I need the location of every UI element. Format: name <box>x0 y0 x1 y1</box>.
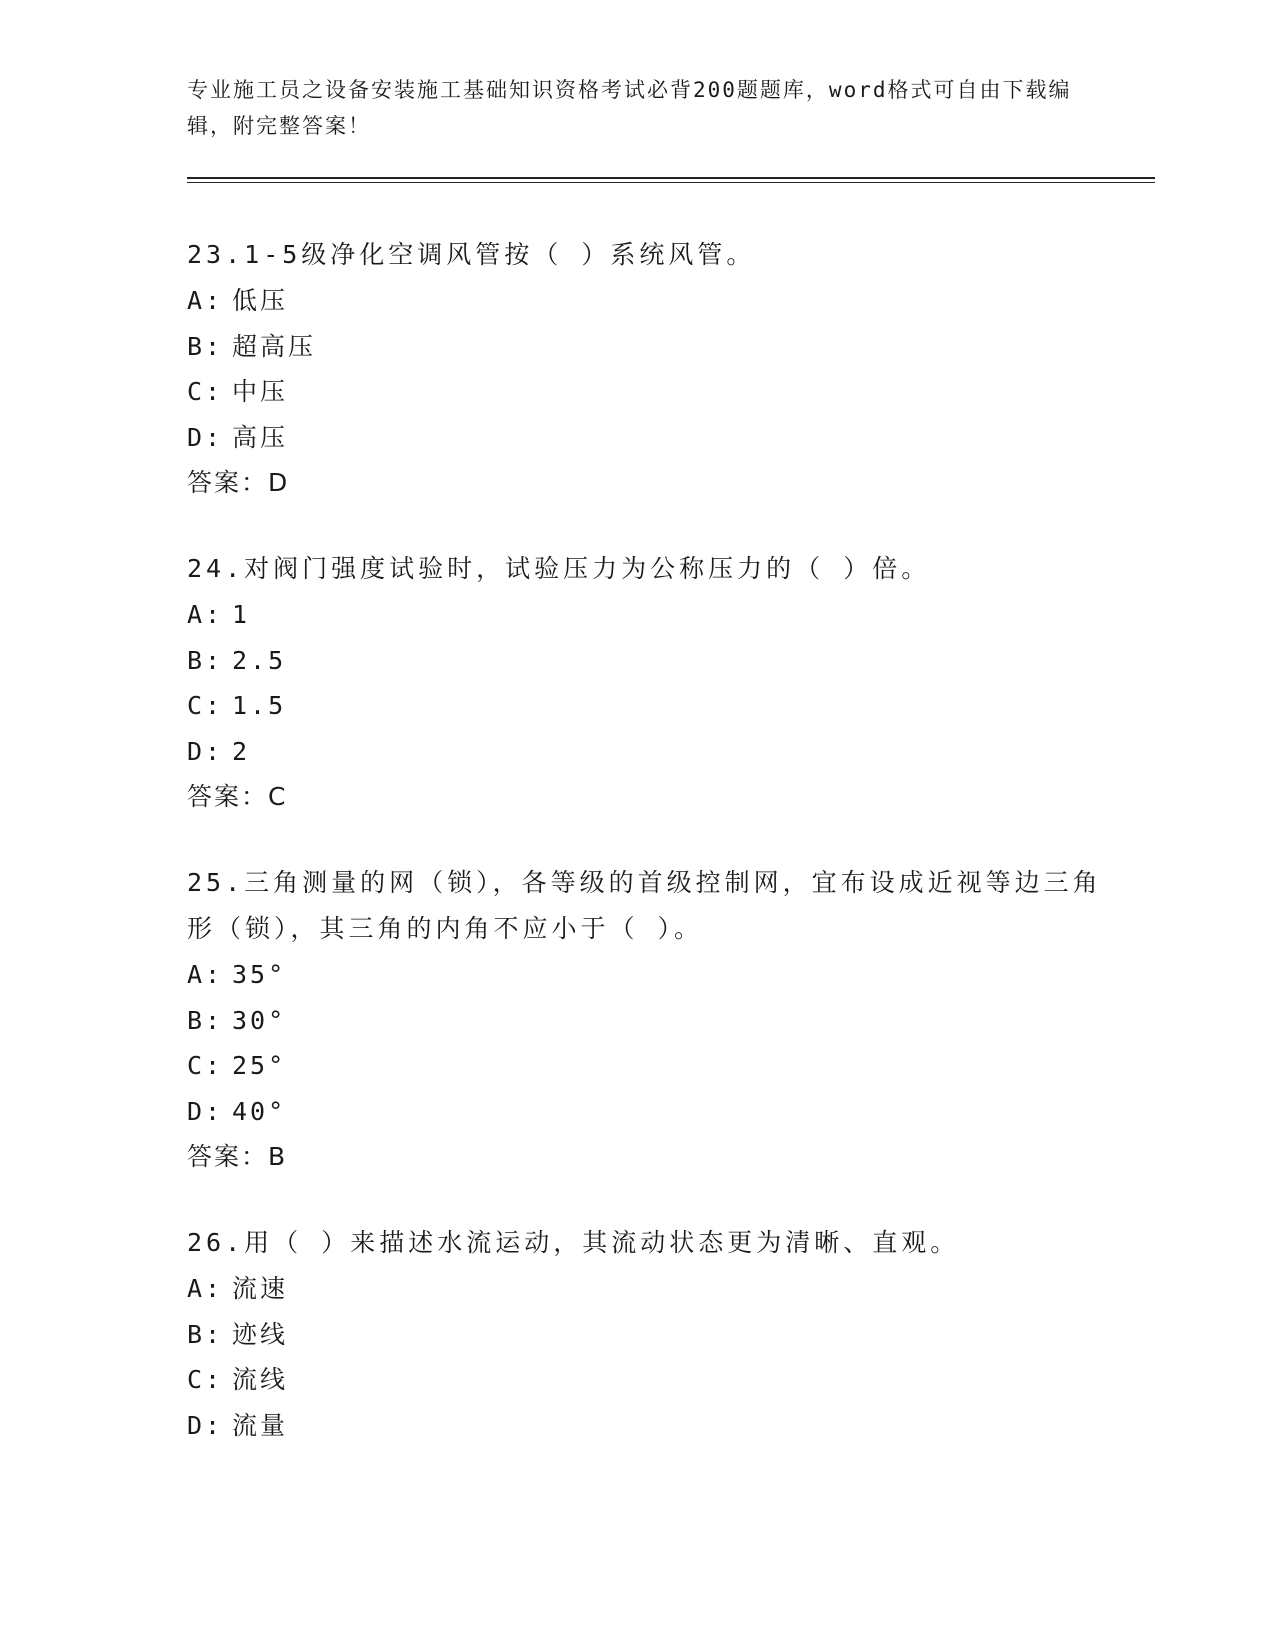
option-key: D: <box>187 1096 224 1126</box>
option-key: C: <box>187 1365 224 1394</box>
option-key: A: <box>187 600 224 629</box>
option-d <box>187 729 1107 775</box>
option-value: 流量 <box>232 1410 289 1440</box>
option-value: 中压 <box>232 377 289 406</box>
question-text: 25.三角测量的网（锁），各等级的首级控制网，宜布设成近视等边三角形（锁），其三角的内角不应小于（ ）。 <box>187 868 1102 943</box>
answer-line: 答案：B <box>187 1142 288 1171</box>
option-value: 超高压 <box>232 331 317 361</box>
option-key: D: <box>187 736 224 766</box>
option-value: 40° <box>232 1096 287 1126</box>
option-value: 迹线 <box>232 1319 289 1349</box>
document-header: 专业施工员之设备安装施工基础知识资格考试必背200题题库，word格式可自由下载编辑，附完整答案！ <box>187 78 1072 138</box>
question-text: 24.对阀门强度试验时，试验压力为公称压力的（ ）倍。 <box>187 554 931 583</box>
answer-line: 答案：D <box>187 468 290 497</box>
option-c <box>187 1043 1107 1089</box>
option-value: 30° <box>232 1005 287 1035</box>
header-divider-thick <box>187 177 1155 179</box>
option-key: C: <box>187 377 224 406</box>
option-d <box>187 415 1107 461</box>
option-key: C: <box>187 1051 224 1080</box>
option-b <box>187 998 1107 1044</box>
option-key: C: <box>187 691 224 720</box>
option-key: D: <box>187 1410 224 1440</box>
question-23 <box>187 232 1107 506</box>
option-c <box>187 683 1107 729</box>
option-key: D: <box>187 422 224 452</box>
option-b <box>187 638 1107 684</box>
option-value: 2.5 <box>232 645 287 675</box>
option-value: 1.5 <box>232 691 287 720</box>
option-value: 2 <box>232 736 251 766</box>
option-a <box>187 278 1107 324</box>
question-24 <box>187 546 1107 820</box>
option-a <box>187 952 1107 998</box>
option-key: A: <box>187 286 224 315</box>
option-key: B: <box>187 645 224 675</box>
option-value: 35° <box>232 960 287 989</box>
question-25 <box>187 860 1107 1180</box>
option-value: 25° <box>232 1051 287 1080</box>
option-value: 低压 <box>232 286 289 315</box>
option-key: B: <box>187 331 224 361</box>
option-value: 高压 <box>232 422 289 452</box>
option-value: 流速 <box>232 1274 289 1303</box>
question-list <box>187 232 1107 1488</box>
option-d <box>187 1089 1107 1135</box>
option-c <box>187 369 1107 415</box>
question-text: 26.用（ ）来描述水流运动，其流动状态更为清晰、直观。 <box>187 1228 960 1257</box>
question-26 <box>187 1220 1107 1448</box>
option-c <box>187 1357 1107 1403</box>
option-b <box>187 1312 1107 1358</box>
header-divider-thin <box>187 182 1155 183</box>
question-text: 23.1-5级净化空调风管按（ ）系统风管。 <box>187 240 756 269</box>
answer-line: 答案：C <box>187 782 288 811</box>
option-key: B: <box>187 1005 224 1035</box>
option-key: A: <box>187 1274 224 1303</box>
option-a <box>187 1266 1107 1312</box>
option-value: 1 <box>232 600 251 629</box>
option-d <box>187 1403 1107 1449</box>
option-key: A: <box>187 960 224 989</box>
option-a <box>187 592 1107 638</box>
option-key: B: <box>187 1319 224 1349</box>
option-b <box>187 324 1107 370</box>
option-value: 流线 <box>232 1365 289 1394</box>
